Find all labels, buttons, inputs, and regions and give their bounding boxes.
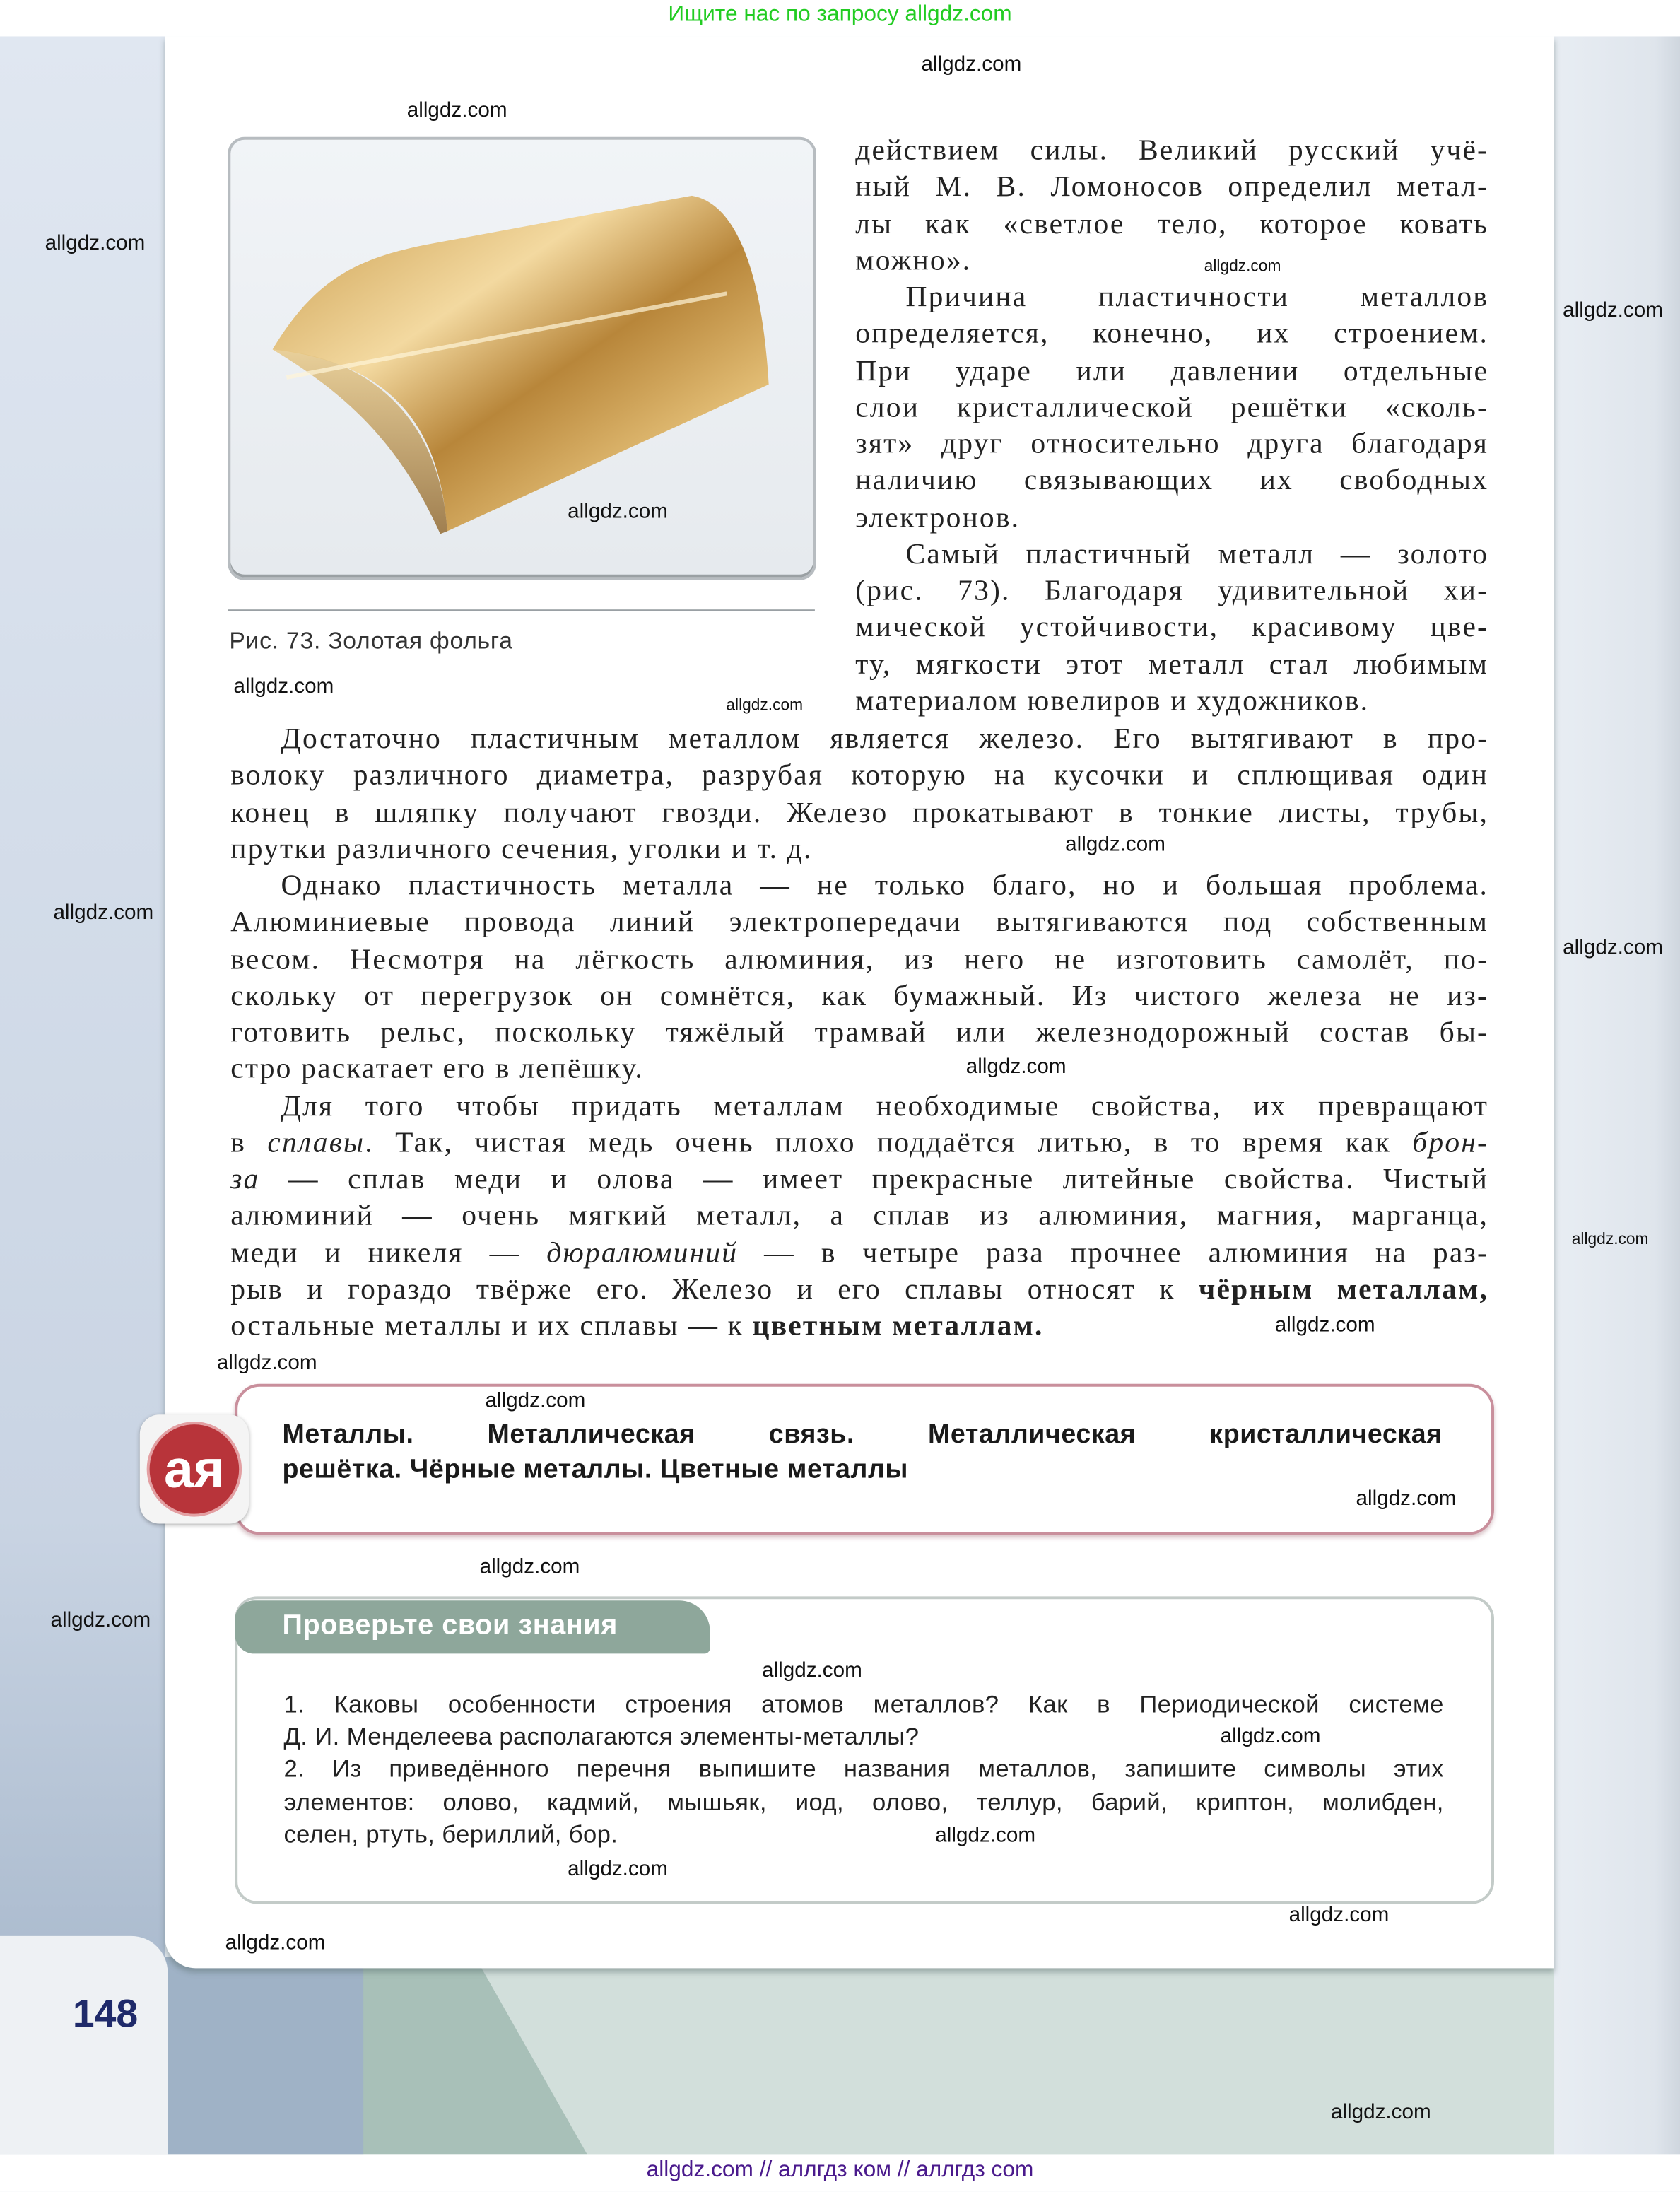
text-run: слои кристаллической решётки «сколь- <box>855 389 1489 423</box>
watermark: allgdz.com <box>965 1055 1067 1079</box>
right-column-text <box>855 131 1488 719</box>
text-line <box>855 279 1488 315</box>
text-line <box>230 940 1488 977</box>
text-line <box>230 1270 1488 1307</box>
text-run: скольку от перегрузок он сомнётся, как бумажный. Из чистого железа не из- <box>230 978 1489 1012</box>
text-line <box>855 682 1488 719</box>
watermark: allgdz.com <box>1065 832 1165 857</box>
text-run: зят» друг относительно друга благодаря <box>855 426 1489 460</box>
questions-text <box>283 1689 1443 1851</box>
watermark: allgdz.com <box>935 1823 1036 1848</box>
text-line <box>855 205 1488 242</box>
text-run: материалом ювелиров и художников. <box>855 683 1370 717</box>
text-line <box>855 351 1488 388</box>
text-run: — в четыре раза прочнее алюминия на раз- <box>738 1235 1489 1269</box>
text-run: . Так, чистая медь очень плохо поддаётся литью, в то время как <box>365 1125 1413 1159</box>
watermark: allgdz.com <box>406 98 507 123</box>
text-run: конец в шляпку получают гвозди. Железо прокатывают в тонкие листы, трубы, <box>230 795 1489 828</box>
text-run: меди и никеля — <box>230 1235 547 1269</box>
text-line <box>855 425 1488 462</box>
text-run: Д. И. Менделеева располагаются элементы-металлы? <box>283 1722 920 1751</box>
italic-term: брон- <box>1412 1125 1489 1159</box>
text-line <box>230 867 1488 903</box>
text-line <box>855 388 1488 425</box>
text-line <box>230 903 1488 940</box>
text-run: Металлы. Металлическая связь. Металлическая кристаллическая <box>282 1420 1443 1450</box>
top-banner <box>0 0 1680 36</box>
top-banner-text[interactable]: Ищите нас по запросу allgdz.com <box>668 2 1012 27</box>
italic-term: дюралюминий <box>546 1235 739 1269</box>
text-run: мической устойчивости, красивому цве- <box>855 609 1489 644</box>
text-line <box>230 720 1488 756</box>
text-line <box>230 977 1488 1014</box>
icon-letters: ая <box>164 1439 225 1499</box>
text-run: Однако пластичность металла — не только благо, но и большая проблема. <box>281 868 1489 902</box>
text-run: прутки различного сечения, уголки и т. д. <box>230 831 813 865</box>
text-line <box>230 756 1488 793</box>
text-line <box>855 609 1488 645</box>
text-line <box>855 498 1488 535</box>
key-terms-icon <box>140 1414 249 1523</box>
text-run: остальные металлы и их сплавы — к <box>230 1308 753 1342</box>
text-line <box>855 572 1488 609</box>
watermark: allgdz.com <box>1288 1903 1390 1928</box>
letters-a-ya-icon <box>140 1414 249 1523</box>
check-knowledge-header <box>235 1600 710 1653</box>
text-run: (рис. 73). Благодаря удивительной хи- <box>855 573 1489 607</box>
text-line <box>855 315 1488 351</box>
watermark: allgdz.com <box>225 1930 326 1955</box>
text-line <box>230 830 1488 867</box>
text-run: решётка. Чёрные металлы. Цветные металлы <box>282 1455 909 1485</box>
full-width-text <box>230 720 1488 1343</box>
bold-term: цветным металлам. <box>752 1308 1044 1342</box>
watermark: allgdz.com <box>568 499 668 524</box>
text-line <box>283 1818 1443 1851</box>
text-line <box>230 1050 1488 1087</box>
watermark: allgdz.com <box>762 1658 862 1682</box>
text-run: лы как «светлое тело, которое ковать <box>855 206 1489 240</box>
bottom-banner-text[interactable]: allgdz.com // аллгдз ком // аллгдз com <box>646 2158 1034 2182</box>
key-terms-text <box>282 1417 1442 1487</box>
figure-caption: Рис. 73. Золотая фольга <box>229 627 513 655</box>
italic-term: сплавы <box>267 1125 365 1159</box>
text-line <box>283 1754 1443 1786</box>
text-line <box>855 242 1488 279</box>
watermark: allgdz.com <box>921 52 1022 76</box>
text-run: — сплав меди и олова — имеет прекрасные литейные свойства. Чистый <box>259 1161 1489 1195</box>
text-line <box>283 1786 1443 1819</box>
watermark: allgdz.com <box>1220 1724 1321 1748</box>
text-line <box>855 535 1488 572</box>
text-run: Алюминиевые провода линий электропередачи вытягиваются под собственным <box>230 904 1489 939</box>
text-line <box>230 1087 1488 1124</box>
text-run: 1. Каковы особенности строения атомов металлов? Как в Периодической системе <box>283 1689 1444 1718</box>
watermark: allgdz.com <box>485 1388 586 1413</box>
text-line <box>855 462 1488 498</box>
watermark: allgdz.com <box>726 697 804 715</box>
watermark: allgdz.com <box>50 1608 151 1632</box>
watermark: allgdz.com <box>1274 1313 1375 1337</box>
watermark: allgdz.com <box>233 674 334 698</box>
text-line <box>230 793 1488 830</box>
text-run: При ударе или давлении отдельные <box>855 353 1489 387</box>
text-run: действием силы. Великий русский учё- <box>855 132 1489 167</box>
text-run: электронов. <box>855 499 1021 534</box>
watermark: allgdz.com <box>1571 1231 1649 1248</box>
text-line <box>855 131 1488 168</box>
text-run: 2. Из приведённого перечня выпишите названия металлов, запишите символы этих <box>283 1754 1444 1783</box>
text-run: волоку различного диаметра, разрубая которую на кусочки и сплющивая один <box>230 758 1489 792</box>
left-margin-background <box>0 36 165 2154</box>
text-line <box>230 1197 1488 1233</box>
right-margin-background <box>1554 36 1680 2154</box>
text-run: можно». <box>855 242 972 277</box>
caption-rule <box>228 609 815 611</box>
figure-frame <box>228 137 816 580</box>
check-knowledge-title: Проверьте свои знания <box>282 1610 618 1641</box>
blue-band <box>140 1957 363 2155</box>
text-run: Для того чтобы придать металлам необходимые свойства, их превращают <box>281 1088 1489 1122</box>
watermark: allgdz.com <box>568 1857 668 1881</box>
text-line <box>230 1160 1488 1197</box>
text-run: элементов: олово, кадмий, мышьяк, иод, олово, теллур, барий, криптон, молибден, <box>283 1787 1444 1816</box>
text-run: весом. Несмотря на лёгкость алюминия, из него не изготовить самолёт, по- <box>230 941 1489 975</box>
text-line <box>855 168 1488 205</box>
bottom-banner <box>0 2154 1680 2191</box>
text-run: наличию связывающих их свободных <box>855 463 1489 497</box>
watermark: allgdz.com <box>1330 2100 1431 2124</box>
text-line <box>282 1417 1442 1452</box>
text-run: Самый пластичный металл — золото <box>905 536 1489 570</box>
text-run: стро раскатает его в лепёшку. <box>230 1051 644 1086</box>
text-run: ту, мягкости этот металл стал любимым <box>855 646 1489 681</box>
text-run: в <box>230 1125 268 1159</box>
text-line <box>855 645 1488 682</box>
bold-term: чёрным металлам, <box>1198 1272 1489 1306</box>
text-run: селен, ртуть, бериллий, бор. <box>283 1819 618 1848</box>
italic-term: за <box>230 1161 260 1195</box>
watermark: allgdz.com <box>479 1555 580 1579</box>
text-run: определяется, конечно, их строением. <box>855 316 1489 350</box>
text-line <box>230 1233 1488 1270</box>
text-run: Достаточно пластичным металлом является железо. Его вытягивают в про- <box>281 721 1489 755</box>
text-run: рыв и гораздо твёрже его. Железо и его сплавы относят к <box>230 1272 1199 1306</box>
text-line <box>283 1689 1443 1721</box>
text-run: алюминий — очень мягкий металл, а сплав из алюминия, магния, марганца, <box>230 1198 1489 1232</box>
watermark: allgdz.com <box>1356 1487 1457 1511</box>
watermark: allgdz.com <box>1204 258 1281 276</box>
page-number: 148 <box>72 1991 139 2036</box>
page-number-tab <box>0 1936 168 2154</box>
watermark: allgdz.com <box>53 901 154 925</box>
text-line <box>230 1123 1488 1160</box>
watermark: allgdz.com <box>1563 298 1663 322</box>
text-line <box>230 1014 1488 1050</box>
text-run: ный М. В. Ломоносов определил метал- <box>855 169 1489 204</box>
text-line <box>282 1453 1442 1487</box>
watermark: allgdz.com <box>216 1351 317 1375</box>
text-run: Причина пластичности металлов <box>905 279 1489 313</box>
text-run: готовить рельс, поскольку тяжёлый трамвай или железнодорожный состав бы- <box>230 1014 1489 1049</box>
gold-foil-image <box>230 140 813 578</box>
watermark: allgdz.com <box>45 231 146 255</box>
watermark: allgdz.com <box>1563 935 1663 960</box>
